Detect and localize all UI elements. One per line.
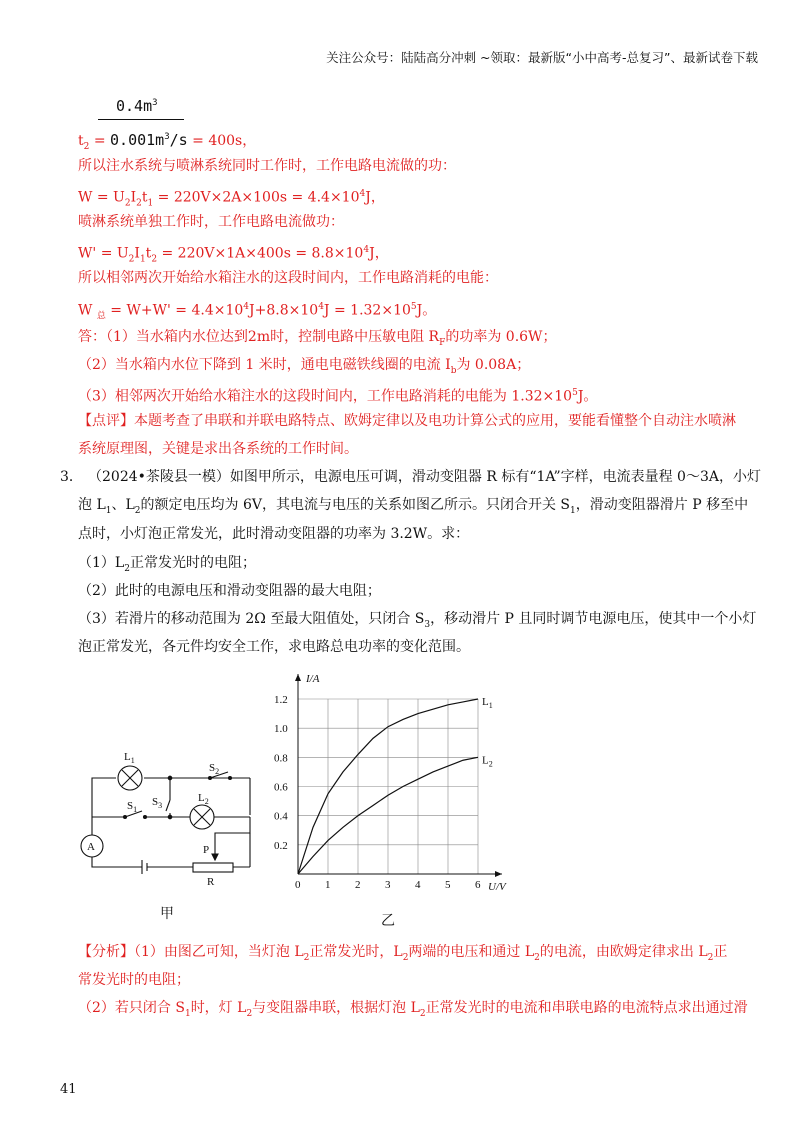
svg-text:R: R <box>207 876 215 888</box>
sub-question-3-cont: 泡正常发光，各元件均安全工作，求电路总电功率的变化范围。 <box>78 639 470 655</box>
y-tick-label: 0.4 <box>274 810 288 823</box>
fraction-bar <box>98 119 184 120</box>
switch-S3-icon <box>166 800 170 811</box>
solution-line-2: $W = U_2I_2t_1 = 220V\times 2A\times 100s = 4.4\times 10^4J$， <box>78 189 385 209</box>
solution-line-3: 喷淋系统单独工作时，工作电路电流做功： <box>78 214 344 230</box>
rheostat-R-icon <box>193 863 233 872</box>
question-line-2: 泡 $L_1$、$L_2$的额定电压均为 6V，其电流与电压的关系如图乙所示。只闭合开关 $S_1$，滑动变阻器滑片 P 移至中 <box>78 497 749 516</box>
y-tick-label: 0.2 <box>274 839 288 852</box>
answer-3: （3）相邻两次开始给水箱注水的这段时间内，工作电路消耗的电能为 $1.32\times 10^5J$。 <box>78 388 598 405</box>
analysis-line-1: 【分析】（1）由图乙可知，当灯泡 $L_2$正常发光时，$L_2$两端的电压和通过 $L_2$的电流，由欧姆定律求出 $L_2$正 <box>78 944 728 963</box>
sub-question-1: $(1)L_2$正常发光时的电阻； <box>78 555 256 574</box>
x-tick-label: 2 <box>355 879 361 891</box>
formula-numerator: $0.4m^3$ <box>116 97 158 115</box>
answer-2: （2）当水箱内水位下降到 1 米时，通电电磁铁线圈的电流 $I_b$为 0.08A； <box>78 357 531 376</box>
analysis-line-3: （2）若只闭合 $S_1$时，灯 $L_2$与变阻器串联，根据灯泡 $L_2$正常发光时的电流和串联电路的电流特点求出通过滑 <box>78 1000 748 1019</box>
y-tick-label: 1.2 <box>274 694 288 706</box>
sub-question-3: （3）若滑片的移动范围为 2Ω 至最大阻值处，只闭合 $S_3$，移动滑片 P 且同时调节电源电压，使其中一个小灯 <box>78 611 757 630</box>
y-tick-label: 0.8 <box>274 752 288 765</box>
x-tick-label: 6 <box>475 879 481 891</box>
solution-line-5: 所以相邻两次开始给水箱注水的这段时间内，工作电路消耗的电能： <box>78 270 498 286</box>
page-header: 关注公众号：陆陆高分冲刺 ~领取：最新版“小中高考-总复习”、最新试卷下载 <box>326 50 758 65</box>
svg-text:P: P <box>203 844 210 856</box>
comment-line-2: 系统原理图，关键是求出各系统的工作时间。 <box>78 441 358 457</box>
label-A: A <box>87 841 95 853</box>
page-number: 41 <box>60 1082 77 1097</box>
sub-question-2: （2）此时的电源电压和滑动变阻器的最大电阻； <box>78 583 381 599</box>
svg-text:S1: $S_1$ <box>127 800 138 814</box>
iv-chart <box>268 664 548 894</box>
x-tick-label: 5 <box>445 879 451 891</box>
x-tick-label: 1 <box>325 879 331 891</box>
analysis-line-2: 常发光时的电阻； <box>78 972 190 988</box>
question-line-3: 点时，小灯泡正常发光，此时滑动变阻器的功率为 3.2W。求： <box>78 526 470 542</box>
y-tick-label: 0.6 <box>274 781 288 794</box>
y-axis-label: I/A <box>306 673 320 685</box>
solution-line-1: 所以注水系统与喷淋系统同时工作时，工作电路电流做的功： <box>78 158 456 174</box>
solution-line-6: W $_总 = W+W' = 4.4\times 10^4J+8.8\times 10^4J = 1.32\times 10^5J$。 <box>78 302 437 322</box>
x-tick-label: 4 <box>415 879 421 891</box>
svg-text:S2: $S_2$ <box>209 762 220 776</box>
svg-text:L1: $L_1$ <box>124 751 135 765</box>
formula-t2: $t_2 = 0.001m^3/s = 400s$， <box>78 131 257 152</box>
y-tick-label: 1.0 <box>274 723 288 736</box>
y-axis-arrow <box>295 674 301 681</box>
svg-text:L2: $L_2$ <box>198 792 209 806</box>
question-line-1: （2024•茶陵县一模）如图甲所示，电源电压可调，滑动变阻器 R 标有“1A”字样，电流表量程 0～3A，小灯 <box>88 469 761 485</box>
series-label-L1: $L_1$ <box>482 696 493 710</box>
x-axis-arrow <box>495 871 502 877</box>
wire-top <box>92 778 116 835</box>
question-number: 3． <box>60 469 83 485</box>
comment-line-1: 【点评】本题考查了串联和并联电路特点、欧姆定律以及电功计算公式的应用，要能看懂整个自动注水喷淋 <box>78 413 736 429</box>
svg-text:S3: $S_3$ <box>152 796 163 810</box>
circuit-caption: 甲 <box>160 906 174 922</box>
solution-line-4: $W' = U_2I_1t_2 = 220V\times 1A\times 400s = 8.8\times 10^4J$， <box>78 245 389 265</box>
x-tick-label: 3 <box>385 879 391 891</box>
x-tick-label: 0 <box>295 879 301 891</box>
x-axis-label: U/V <box>488 881 506 893</box>
answer-1: 答：（1）当水箱内水位达到2m时，控制电路中压敏电阻 $R_F$的功率为 0.6W； <box>78 329 557 348</box>
series-label-L2: $L_2$ <box>482 754 493 769</box>
chart-caption: 乙 <box>381 913 395 929</box>
circuit-diagram <box>70 745 260 895</box>
